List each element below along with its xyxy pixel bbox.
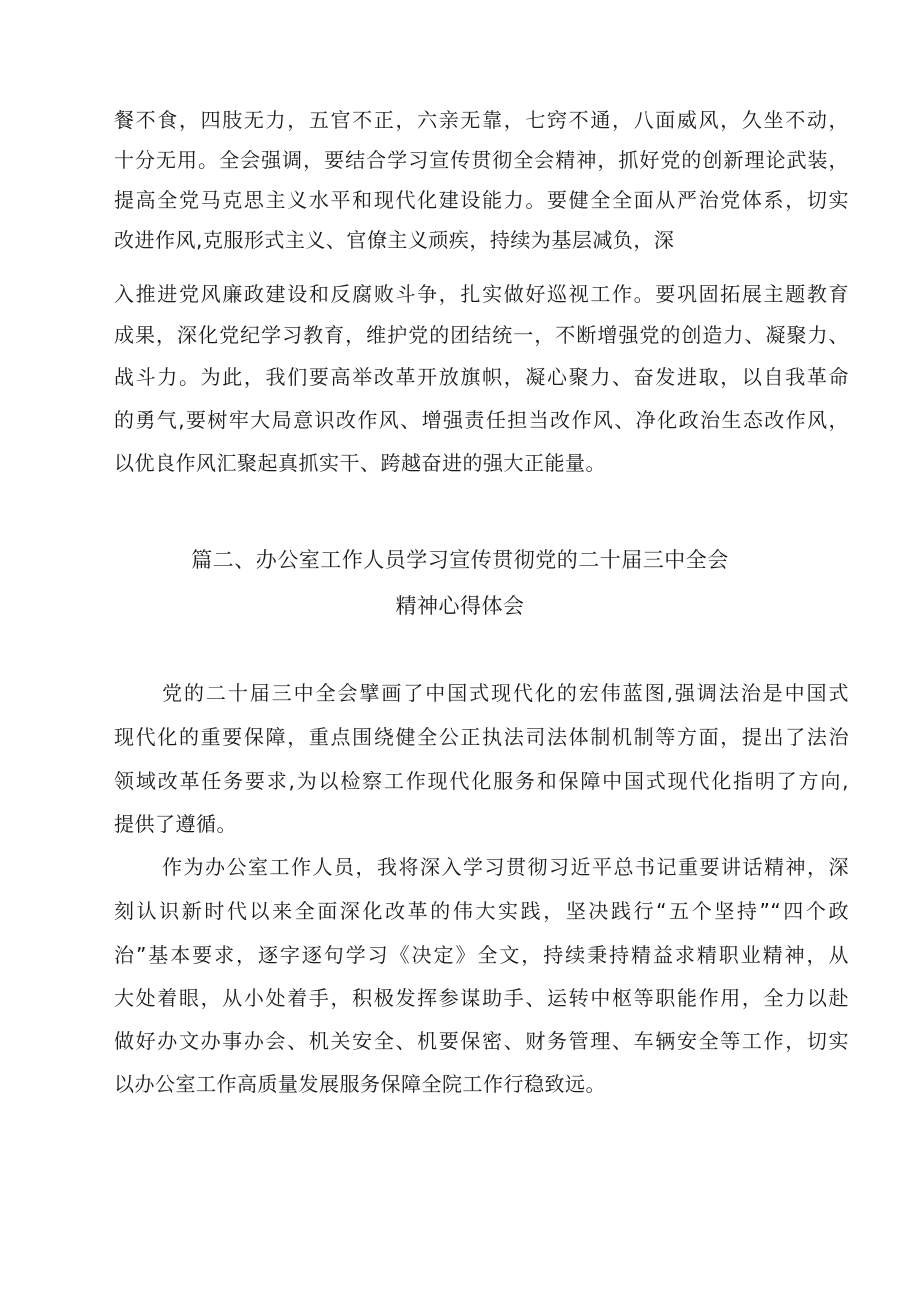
section-title: 篇二、办公室工作人员学习宣传贯彻党的二十届三中全会 — [191, 548, 729, 572]
body-line: 提供了遵循。 — [114, 812, 237, 836]
body-line: 入推进党风廉政建设和反腐败斗争，扎实做好巡视工作。要巩固拓展主题教育 — [114, 282, 849, 306]
body-line: 战斗力。为此，我们要高举改革开放旗帜，凝心聚力、奋发进取，以自我革命 — [114, 365, 849, 389]
body-line: 党的二十届三中全会擘画了中国式现代化的宏伟蓝图,强调法治是中国式 — [162, 681, 849, 705]
body-line: 以优良作风汇聚起真抓实干、跨越奋进的强大正能量。 — [114, 451, 606, 475]
body-line: 做好办文办事办会、机关安全、机要保密、财务管理、车辆安全等工作，切实 — [114, 1029, 849, 1053]
body-line: 餐不食，四肢无力，五官不正，六亲无靠，七窍不通，八面威风，久坐不动， — [114, 108, 849, 132]
body-line: 现代化的重要保障，重点围绕健全公正执法司法体制机制等方面，提出了法治 — [114, 725, 849, 749]
body-line: 提高全党马克思主义水平和现代化建设能力。要健全全面从严治党体系，切实 — [114, 188, 849, 212]
body-line: 以办公室工作高质量发展服务保障全院工作行稳致远。 — [114, 1072, 606, 1096]
body-line: 十分无用。全会强调，要结合学习宣传贯彻全会精神，抓好党的创新理论武装， — [114, 148, 849, 172]
body-line: 的勇气,要树牢大局意识改作风、增强责任担当改作风、净化政治生态改作风， — [114, 408, 849, 432]
body-line: 刻认识新时代以来全面深化改革的伟大实践，坚决践行“五个坚持”“四个政 — [114, 899, 849, 923]
section-title: 精神心得体会 — [395, 594, 525, 618]
body-line: 改进作风,克服形式主义、官僚主义顽疾，持续为基层减负，深 — [114, 228, 675, 252]
body-line: 大处着眼，从小处着手，积极发挥参谋助手、运转中枢等职能作用，全力以赴 — [114, 986, 849, 1010]
body-line: 作为办公室工作人员，我将深入学习贯彻习近平总书记重要讲话精神，深 — [162, 855, 849, 879]
body-line: 领域改革任务要求,为以检察工作现代化服务和保障中国式现代化指明了方向, — [114, 769, 849, 793]
body-line: 成果，深化党纪学习教育，维护党的团结统一，不断增强党的创造力、凝聚力、 — [114, 323, 849, 347]
body-line: 治”基本要求，逐字逐句学习《决定》全文，持续秉持精益求精职业精神，从 — [114, 943, 849, 967]
